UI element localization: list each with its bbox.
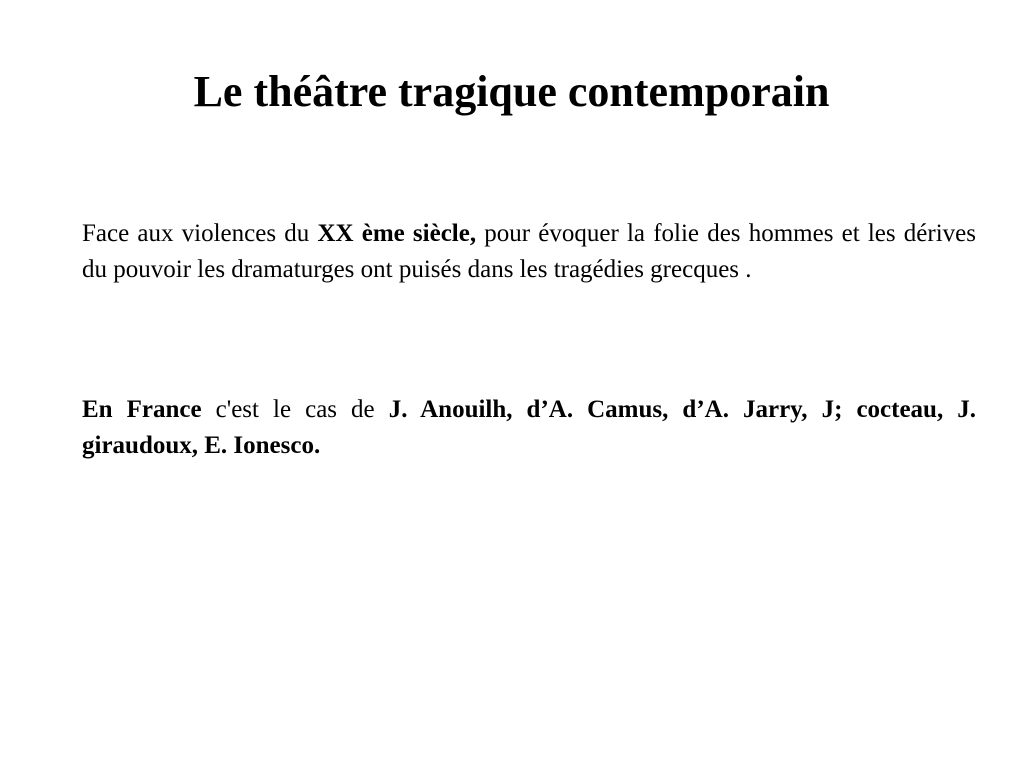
paragraph-authors-middle: c'est le cas de — [201, 396, 389, 423]
paragraph-authors — [82, 392, 976, 464]
paragraph-intro-text-before: Face aux violences du — [82, 220, 318, 247]
paragraph-authors-lead: En France — [82, 396, 202, 423]
paragraph-intro-text-after: pour évoquer la folie des hommes et les dérives du pouvoir les dramaturges ont puisés dans les tragédies grecques . — [82, 220, 976, 283]
paragraph-intro — [82, 216, 976, 288]
paragraph-intro-emphasis: XX ème siècle, — [317, 220, 477, 247]
paragraph-authors-list: J. Anouilh, d’A. Camus, d’A. Jarry, J; cocteau, J. giraudoux, E. Ionesco. — [82, 396, 977, 459]
slide-title: Le théâtre tragique contemporain — [193, 67, 830, 116]
